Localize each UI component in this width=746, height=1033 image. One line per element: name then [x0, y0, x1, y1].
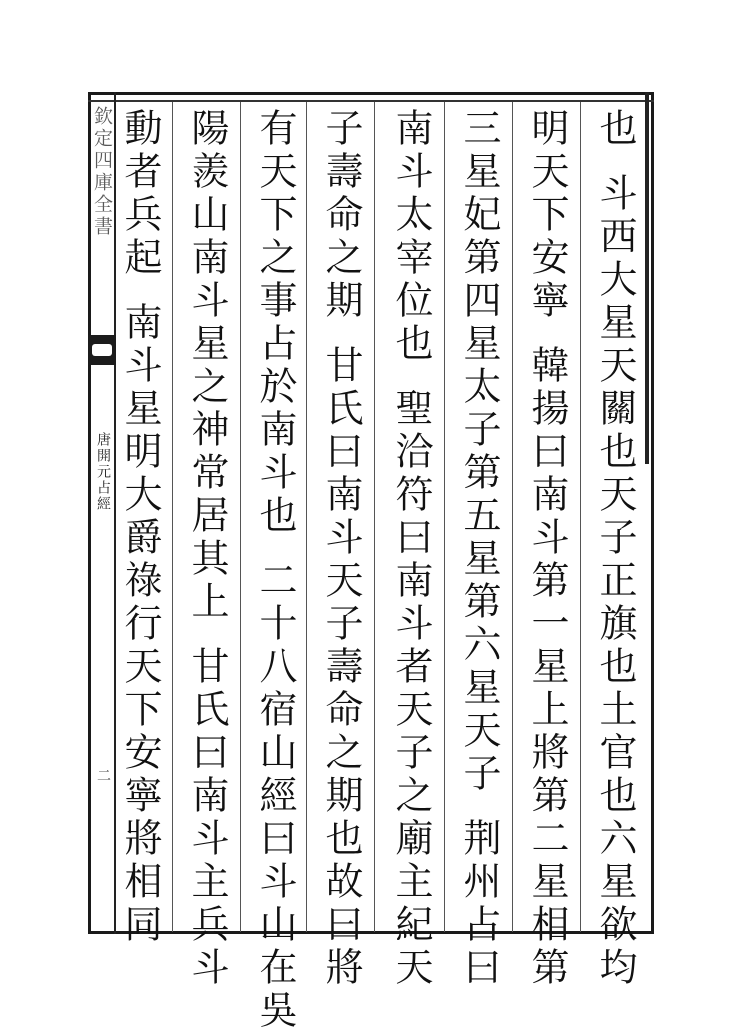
text-column-8 — [118, 108, 162, 947]
text-segment: 南斗星明大爵祿行天下安寧將相同 — [118, 302, 162, 947]
text-segment: 也 — [593, 108, 637, 151]
text-segment: 有天下之事占於南斗也 — [253, 108, 297, 538]
column-divider — [374, 102, 375, 932]
text-column-3 — [457, 108, 501, 990]
text-segment: 子壽命之期 — [319, 108, 363, 323]
column-divider — [172, 102, 173, 932]
text-column-5 — [319, 108, 363, 990]
column-divider — [512, 102, 513, 932]
column-divider — [580, 102, 581, 932]
text-segment: 甘氏曰南斗主兵斗 — [185, 646, 229, 990]
text-segment: 聖洽符曰南斗者天子之廟主紀天 — [389, 388, 433, 990]
column-divider — [444, 102, 445, 932]
text-segment: 韓揚曰南斗第一星上將第二星相第 — [525, 345, 569, 990]
text-column-1 — [593, 108, 637, 990]
text-segment: 二十八宿山經曰斗山在吳 — [253, 560, 297, 1033]
column-divider — [240, 102, 241, 932]
binding-rule — [645, 92, 649, 464]
text-segment: 斗西大星天關也天子正旗也土官也六星欲均 — [593, 173, 637, 990]
collection-title: 欽定四庫全書 — [91, 106, 113, 238]
text-segment: 明天下安寧 — [525, 108, 569, 323]
text-segment: 三星妃第四星太子第五星第六星天子 — [457, 108, 501, 796]
text-segment: 荆州占曰 — [457, 818, 501, 990]
fish-tail-mark-icon — [88, 335, 116, 365]
text-segment: 甘氏曰南斗天子壽命之期也故曰將 — [319, 345, 363, 990]
text-column-2 — [525, 108, 569, 990]
page-number: 二 — [95, 768, 111, 782]
text-column-4 — [389, 108, 433, 990]
text-segment: 陽羨山南斗星之神常居其上 — [185, 108, 229, 624]
text-segment: 動者兵起 — [118, 108, 162, 280]
column-divider — [306, 102, 307, 932]
book-title: 唐開元占經 — [95, 432, 111, 512]
text-column-7 — [185, 108, 229, 990]
text-segment: 南斗太宰位也 — [389, 108, 433, 366]
text-column-6 — [253, 108, 297, 1033]
